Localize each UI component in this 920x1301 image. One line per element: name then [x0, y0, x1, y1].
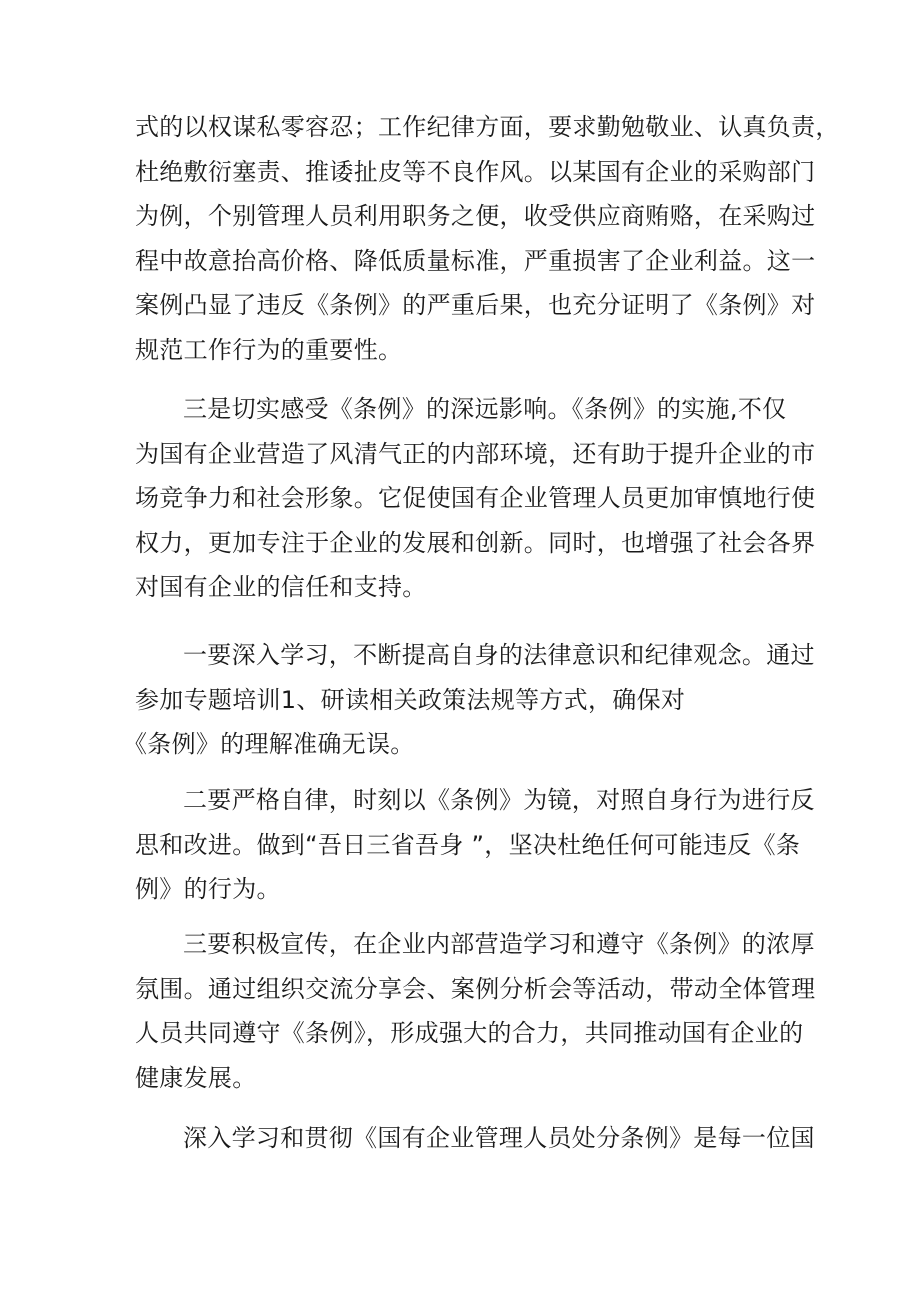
paragraph-line: 场竞争力和社会形象。它促使国有企业管理人员更加审慎地行使: [135, 484, 816, 513]
paragraph-6: [135, 1116, 815, 1161]
paragraph-line: 对国有企业的信任和支持。: [135, 573, 427, 602]
paragraph-line: 人员共同遵守《条例》，形成强大的合力，共同推动国有企业的: [135, 1019, 804, 1048]
paragraph-line: 深入学习和贯彻《国有企业管理人员处分条例》是每一位国: [183, 1124, 815, 1152]
paragraph-line: 程中故意抬高价格、降低质量标准，严重损害了企业利益。这一: [135, 246, 816, 275]
paragraph-line: 三是切实感受《条例》的深远影响。《条例》的实施,不仅: [183, 395, 787, 423]
paragraph-line: 氛围。通过组织交流分享会、案例分析会等活动，带动全体管理: [135, 974, 816, 1003]
paragraph-3: [123, 633, 815, 767]
paragraph-line: 参加专题培训1、研读相关政策法规等方式，确保对: [135, 685, 686, 714]
paragraph-line: 为例，个别管理人员利用职务之便，收受供应商贿赂，在采购过: [135, 202, 816, 231]
paragraph-line: 《条例》的理解准确无误。: [123, 730, 415, 759]
paragraph-line: 一要深入学习，不断提高自身的法律意识和纪律观念。通过: [183, 641, 815, 669]
paragraph-4: [135, 778, 815, 912]
paragraph-line: 式的以权谋私零容忍；工作纪律方面，要求勤勉敬业、认真负责，: [135, 113, 840, 141]
paragraph-line: 健康发展。: [135, 1063, 257, 1092]
paragraph-line: 三要积极宣传，在企业内部营造学习和遵守《条例》的浓厚: [183, 930, 815, 958]
paragraph-line: 案例凸显了违反《条例》的严重后果，也充分证明了《条例》对: [135, 291, 816, 320]
paragraph-line: 思和改进。做到“吾日三省吾身 ”，坚决杜绝任何可能违反《条: [135, 830, 801, 859]
paragraph-line: 例》的行为。: [135, 875, 281, 904]
paragraph-line: 权力，更加专注于企业的发展和创新。同时，也增强了社会各界: [135, 528, 816, 557]
paragraph-line: 杜绝敷衍塞责、推诿扯皮等不良作风。以某国有企业的采购部门: [135, 157, 816, 186]
paragraph-line: 规范工作行为的重要性。: [135, 335, 403, 364]
paragraph-1: [135, 105, 840, 373]
paragraph-line: 为国有企业营造了风清气正的内部环境，还有助于提升企业的市: [135, 439, 816, 468]
paragraph-5: [135, 922, 816, 1100]
paragraph-line: 二要严格自律，时刻以《条例》为镜，对照自身行为进行反: [183, 786, 815, 814]
paragraph-2: [135, 387, 816, 610]
